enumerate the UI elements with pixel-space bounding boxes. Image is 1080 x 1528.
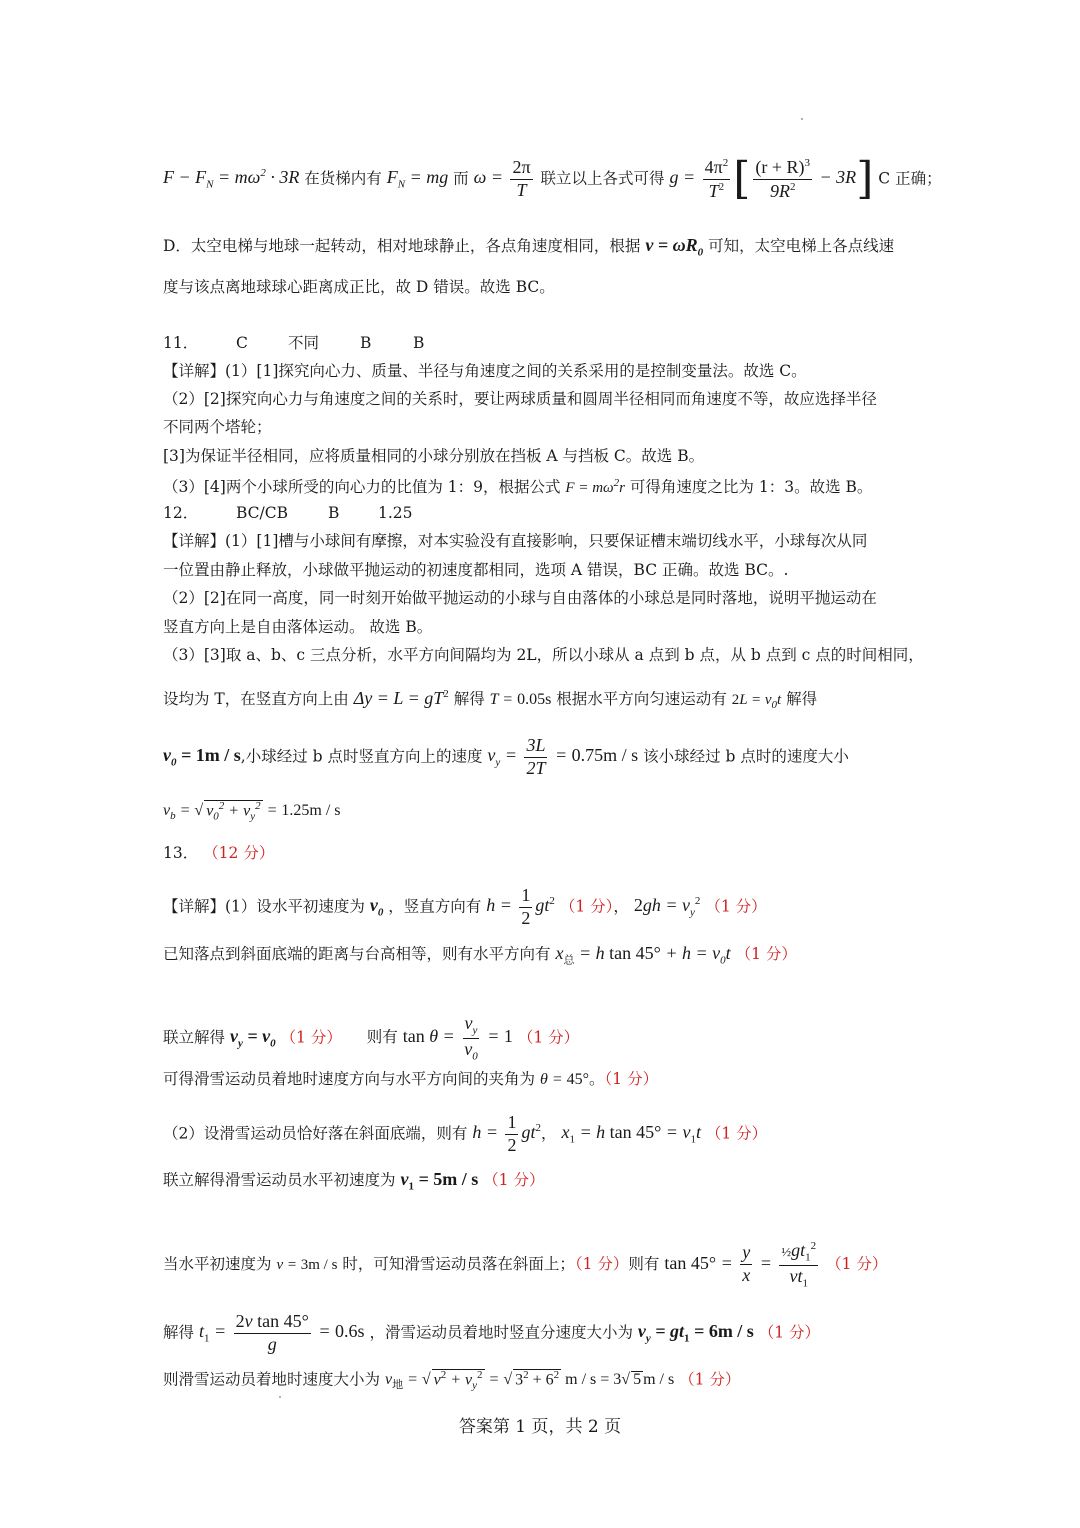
- q12-line: [163, 689, 817, 711]
- text: ，竖直方向有: [388, 897, 482, 916]
- point: （1 分）: [826, 1254, 888, 1273]
- q13-line: [163, 1072, 658, 1088]
- answer: 1.25: [378, 504, 413, 522]
- scan-dot: [279, 1396, 281, 1398]
- text: 该小球经过 b 点时的速度大小: [643, 747, 849, 766]
- item10-d-line1: [163, 236, 894, 259]
- formula-g: g = $\frac{4\pi^2}{T^2}$ [ $\frac{(r + R)^3}{9R^2}$ − 3R]: [669, 153, 874, 205]
- q13-line: [163, 886, 767, 929]
- text: 【详解】(1）设水平初速度为: [163, 897, 365, 916]
- formula-tan-theta: tan θ = $\frac{v_y}{v_0}$ = 1: [402, 1013, 513, 1063]
- point: （1 分）: [604, 1070, 659, 1088]
- point: （1 分）: [705, 897, 767, 916]
- q13-line: [163, 1113, 767, 1156]
- score: （12 分）: [203, 844, 275, 862]
- text: 可知，太空电梯上各点线速: [708, 237, 895, 255]
- q12-line: （3）[3]取 a、b、c 三点分析，水平方向间隔均为 2L，所以小球从 a 点到 b 点，从 b 点到 c 点的时间相同，: [163, 646, 924, 664]
- q11-line: [163, 478, 872, 496]
- formula-theta-45: θ = 45°: [539, 1071, 590, 1088]
- text: ，: [613, 897, 629, 916]
- text: （2）设滑雪运动员恰好落在斜面底端，则有: [163, 1124, 468, 1143]
- formula-t1: $t_1$ = $\frac{\text{2v tan 45°}}{g}$ = 0.6s: [198, 1311, 365, 1354]
- page-footer: 答案第 1 页，共 2 页: [458, 1417, 622, 1437]
- text: 解得: [453, 690, 485, 708]
- answer: BC/CB: [236, 504, 289, 522]
- point: （1 分）: [758, 1323, 821, 1342]
- text: 。: [589, 1070, 605, 1088]
- text: C 正确；: [878, 169, 942, 188]
- formula-vy: $v_y$ = $\frac{3L}{2T}$ = 0.75m / s: [487, 735, 639, 778]
- question-number: 11．: [163, 334, 199, 352]
- text: 已知落点到斜面底端的距离与台高相等，则有水平方向有: [163, 945, 551, 963]
- text: D．太空电梯与地球一起转动，相对地球静止，各点角速度相同，根据: [163, 237, 641, 255]
- q13-line: [163, 1014, 579, 1062]
- answer: B: [328, 504, 340, 522]
- text: （3）[4]两个小球所受的向心力的比值为 1：9，根据公式: [163, 478, 561, 496]
- text: 联立解得: [163, 1028, 226, 1047]
- q12-answers: [163, 504, 413, 522]
- point: （1 分）: [483, 1171, 545, 1189]
- q13-header: [163, 846, 274, 862]
- text: 时，可知滑雪运动员落在斜面上；: [342, 1254, 575, 1273]
- q12-line: 一位置由静止释放，小球做平抛运动的初速度都相同，选项 A 错误，BC 正确。故选 BC。.: [163, 561, 789, 579]
- q13-line: [163, 1369, 740, 1392]
- point: （1 分）: [280, 1028, 342, 1047]
- formula-x: $x_总 = h$ $\tan 45^\circ + h = v_0t$: [555, 943, 731, 967]
- formula-vy-v0: $v_y = v_0$: [229, 1026, 276, 1050]
- formula-vb: $v_b$ = √ $v_0^2 + v_y^2 = 1.25m / s$: [163, 800, 341, 823]
- point: （1 分）: [705, 1124, 768, 1143]
- item10-c-line: [163, 153, 942, 205]
- formula-2l: $2L = v_0t$: [731, 692, 782, 711]
- point: （1 分）: [735, 945, 797, 963]
- scan-dot: [801, 118, 803, 120]
- formula-v3: v = 3m / s: [276, 1256, 338, 1273]
- item10-d-line2: 度与该点离地球球心距离成正比，故 D 错误。故选 BC。: [163, 278, 555, 296]
- formula-delta-y: $\Delta y = L = gT^2$: [353, 688, 449, 708]
- formula-t: T = 0.05s: [489, 691, 552, 708]
- text: 解得: [163, 1323, 195, 1342]
- q12-line: [163, 736, 849, 779]
- point: （1 分）: [574, 1254, 629, 1273]
- formula-fn-mg: $F_N$ = mg: [386, 167, 449, 192]
- q13-line: [163, 1312, 820, 1355]
- q13-line: [163, 1240, 887, 1289]
- formula-v1: $v_1 = 5m / s$: [400, 1169, 479, 1193]
- q12-line: 【详解】(1）[1]槽与小球间有摩擦，对本实验没有直接影响，只要保证槽末端切线水平，小球每次从同: [163, 532, 868, 550]
- text: 根据水平方向匀速运动有: [556, 690, 727, 708]
- answer: B: [360, 334, 372, 352]
- text: 在货梯内有: [304, 169, 382, 188]
- text: 则有: [628, 1254, 660, 1273]
- text: 解得: [786, 690, 818, 708]
- q11-line: [3]为保证半径相同，应将质量相同的小球分别放在挡板 A 与挡板 C。故选 B。: [163, 447, 705, 465]
- answer: C: [236, 334, 248, 352]
- formula-v0: $v_0 = 1m / s$: [163, 745, 241, 770]
- answer: 不同: [288, 334, 320, 352]
- formula-v0-sym: $v_0$: [369, 895, 384, 920]
- text: ，滑雪运动员着地时竖直分速度大小为: [369, 1323, 633, 1342]
- q11-line: （2）[2]探究向心力与角速度之间的关系时，要让两球质量和圆周半径相同而角速度不等，故应选择半径: [163, 390, 877, 408]
- point: （1 分）: [679, 1370, 741, 1389]
- formula-f-mw2r: $F = m\omega^2r$: [565, 477, 625, 496]
- formula-2gh: $2gh = v_y^2$: [633, 895, 701, 920]
- text: 设均为 T，在竖直方向上由: [163, 690, 349, 708]
- formula-omega: ω = $\frac{2\pi}{T}$: [473, 157, 531, 200]
- formula-v-omega-r: $v = \omega R_0$: [645, 235, 704, 259]
- formula-f-fn: $F - F_N = m\omega^2 \cdot 3R$: [163, 167, 300, 192]
- text: 则有: [366, 1028, 398, 1047]
- text: 则滑雪运动员着地时速度大小为: [163, 1370, 381, 1389]
- formula-v-final: $v_地$ = √ $v^2 + v_y^2$ = √ $3^2 + 6^2$ m / s = 3√ 5 m / s: [384, 1369, 675, 1392]
- q12-line: 竖直方向上是自由落体运动。 故选 B。: [163, 618, 433, 636]
- q13-line: [163, 944, 797, 967]
- text: ,小球经过 b 点时竖直方向上的速度: [240, 747, 483, 766]
- text: ，: [540, 1124, 557, 1143]
- q11-line: 【详解】(1）[1]探究向心力、质量、半径与角速度之间的关系采用的是控制变量法。故选 C。: [163, 362, 807, 380]
- formula-tan45: tan 45° = $\frac{y}{x}$ = $\frac{\frac{1}{2}gt_1^2}{vt_1}$: [664, 1240, 817, 1290]
- point: （1 分）: [517, 1028, 580, 1047]
- text: 当水平初速度为: [163, 1254, 272, 1273]
- answer: B: [413, 334, 425, 352]
- q12-line: （2）[2]在同一高度，同一时刻开始做平抛运动的小球与自由落体的小球总是同时落地，说明平抛运动在: [163, 589, 877, 607]
- text: 可得角速度之比为 1：3。故选 B。: [629, 478, 873, 496]
- point: （1 分）: [559, 897, 614, 916]
- text: 可得滑雪运动员着地时速度方向与水平方向间的夹角为: [163, 1070, 536, 1088]
- text: 联立以上各式可得: [540, 169, 665, 188]
- q13-line: [163, 1170, 544, 1193]
- q11-line: 不同两个塔轮；: [163, 418, 272, 436]
- formula-h2: h = $\frac{1}{2}$ $gt^2$: [472, 1112, 541, 1155]
- question-number: 13．: [163, 844, 199, 862]
- question-number: 12．: [163, 504, 199, 522]
- formula-vy-gt1: $v_y = gt_1 = 6m / s$: [637, 1321, 754, 1346]
- formula-x1: $x_1 = h$ $\tan 45^\circ = v_1t$: [561, 1122, 701, 1147]
- text: 而: [453, 169, 469, 188]
- q11-answers: [163, 334, 425, 352]
- q12-line: [163, 800, 341, 823]
- formula-h: h = $\frac{1}{2}$ $gt^2$: [486, 885, 555, 928]
- text: 联立解得滑雪运动员水平初速度为: [163, 1171, 396, 1189]
